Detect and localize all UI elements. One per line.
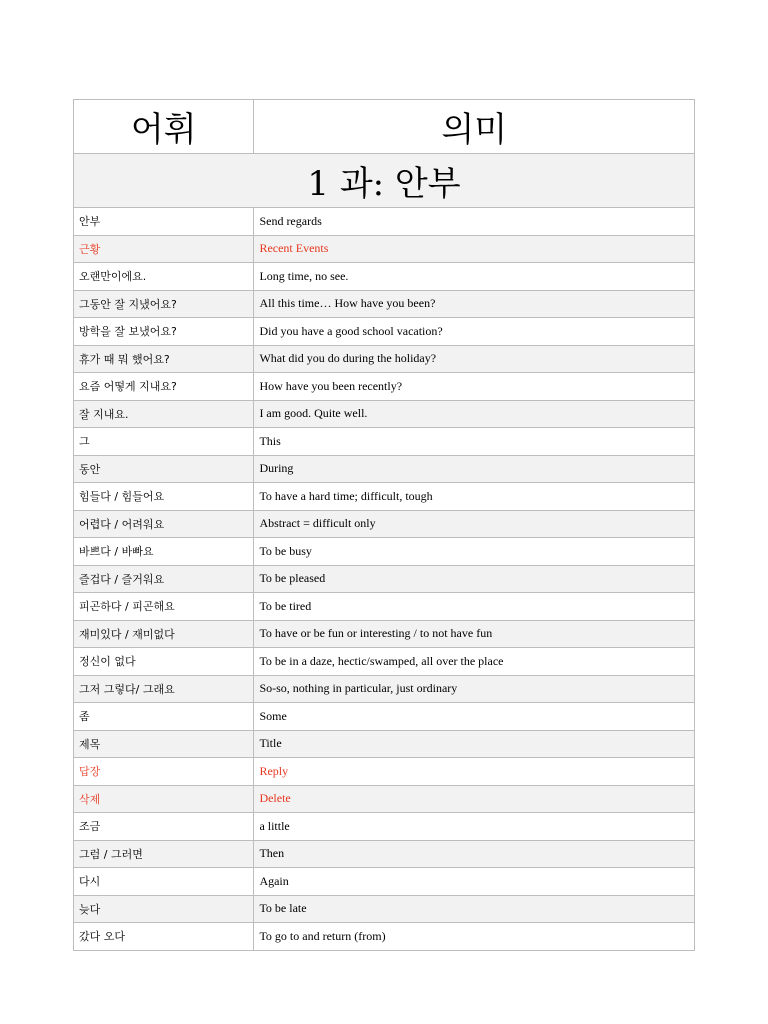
vocab-word: 조금 <box>74 813 254 841</box>
vocab-word: 늦다 <box>74 895 254 923</box>
table-row <box>74 868 695 896</box>
vocab-meaning: How have you been recently? <box>254 373 695 401</box>
vocab-meaning: What did you do during the holiday? <box>254 345 695 373</box>
vocab-meaning: This <box>254 428 695 456</box>
table-row <box>74 593 695 621</box>
vocab-word: 힘들다 / 힘들어요 <box>74 483 254 511</box>
table-row <box>74 538 695 566</box>
vocabulary-table <box>73 99 695 951</box>
vocab-meaning: Abstract = difficult only <box>254 510 695 538</box>
table-row <box>74 208 695 236</box>
table-row <box>74 290 695 318</box>
vocab-word: 답장 <box>74 758 254 786</box>
vocab-word: 그럼 / 그러면 <box>74 840 254 868</box>
vocab-word: 재미있다 / 재미없다 <box>74 620 254 648</box>
vocab-meaning: Send regards <box>254 208 695 236</box>
table-row <box>74 510 695 538</box>
meaning-column-header: 의미 <box>254 100 695 154</box>
vocab-meaning: To be late <box>254 895 695 923</box>
vocab-meaning: To have a hard time; difficult, tough <box>254 483 695 511</box>
table-row <box>74 730 695 758</box>
table-row <box>74 675 695 703</box>
vocab-meaning: To be busy <box>254 538 695 566</box>
table-row <box>74 813 695 841</box>
vocab-meaning: To be pleased <box>254 565 695 593</box>
vocab-meaning: Title <box>254 730 695 758</box>
vocab-meaning: All this time… How have you been? <box>254 290 695 318</box>
vocab-word: 그저 그렇다/ 그래요 <box>74 675 254 703</box>
vocab-word: 오랜만이에요. <box>74 263 254 291</box>
vocab-word: 방학을 잘 보냈어요? <box>74 318 254 346</box>
vocab-word: 다시 <box>74 868 254 896</box>
vocab-word: 어렵다 / 어려워요 <box>74 510 254 538</box>
vocab-word: 안부 <box>74 208 254 236</box>
table-row <box>74 345 695 373</box>
vocab-word: 잘 지내요. <box>74 400 254 428</box>
table-row <box>74 840 695 868</box>
vocab-word: 근황 <box>74 235 254 263</box>
vocab-meaning: To go to and return (from) <box>254 923 695 951</box>
table-row <box>74 263 695 291</box>
vocab-word: 피곤하다 / 피곤해요 <box>74 593 254 621</box>
table-row <box>74 428 695 456</box>
vocab-word: 정신이 없다 <box>74 648 254 676</box>
table-row <box>74 923 695 951</box>
vocab-word: 바쁘다 / 바빠요 <box>74 538 254 566</box>
vocab-word: 제목 <box>74 730 254 758</box>
vocab-word: 즐겁다 / 즐거워요 <box>74 565 254 593</box>
vocab-word: 그동안 잘 지냈어요? <box>74 290 254 318</box>
vocab-meaning: To be in a daze, hectic/swamped, all over the place <box>254 648 695 676</box>
word-column-header: 어휘 <box>74 100 254 154</box>
table-row <box>74 483 695 511</box>
vocab-meaning: I am good. Quite well. <box>254 400 695 428</box>
vocab-meaning: To have or be fun or interesting / to not have fun <box>254 620 695 648</box>
vocab-word: 요즘 어떻게 지내요? <box>74 373 254 401</box>
vocab-meaning: So-so, nothing in particular, just ordinary <box>254 675 695 703</box>
vocab-meaning: Delete <box>254 785 695 813</box>
table-row <box>74 318 695 346</box>
table-row <box>74 400 695 428</box>
table-row <box>74 620 695 648</box>
vocab-meaning: Did you have a good school vacation? <box>254 318 695 346</box>
lesson-title: 1 과: 안부 <box>74 154 695 208</box>
vocab-meaning: Reply <box>254 758 695 786</box>
vocab-word: 좀 <box>74 703 254 731</box>
vocab-meaning: a little <box>254 813 695 841</box>
vocab-meaning: Long time, no see. <box>254 263 695 291</box>
table-row <box>74 648 695 676</box>
table-row <box>74 565 695 593</box>
table-row <box>74 235 695 263</box>
vocab-word: 삭제 <box>74 785 254 813</box>
table-row <box>74 895 695 923</box>
vocab-meaning: Some <box>254 703 695 731</box>
table-header-row <box>74 100 695 154</box>
vocab-word: 휴가 때 뭐 했어요? <box>74 345 254 373</box>
table-row <box>74 703 695 731</box>
vocab-meaning: Again <box>254 868 695 896</box>
vocab-meaning: During <box>254 455 695 483</box>
table-row <box>74 758 695 786</box>
vocab-meaning: Recent Events <box>254 235 695 263</box>
vocab-word: 동안 <box>74 455 254 483</box>
vocab-word: 그 <box>74 428 254 456</box>
lesson-title-row <box>74 154 695 208</box>
table-row <box>74 785 695 813</box>
vocab-meaning: Then <box>254 840 695 868</box>
vocab-word: 갔다 오다 <box>74 923 254 951</box>
table-row <box>74 455 695 483</box>
vocab-meaning: To be tired <box>254 593 695 621</box>
table-row <box>74 373 695 401</box>
